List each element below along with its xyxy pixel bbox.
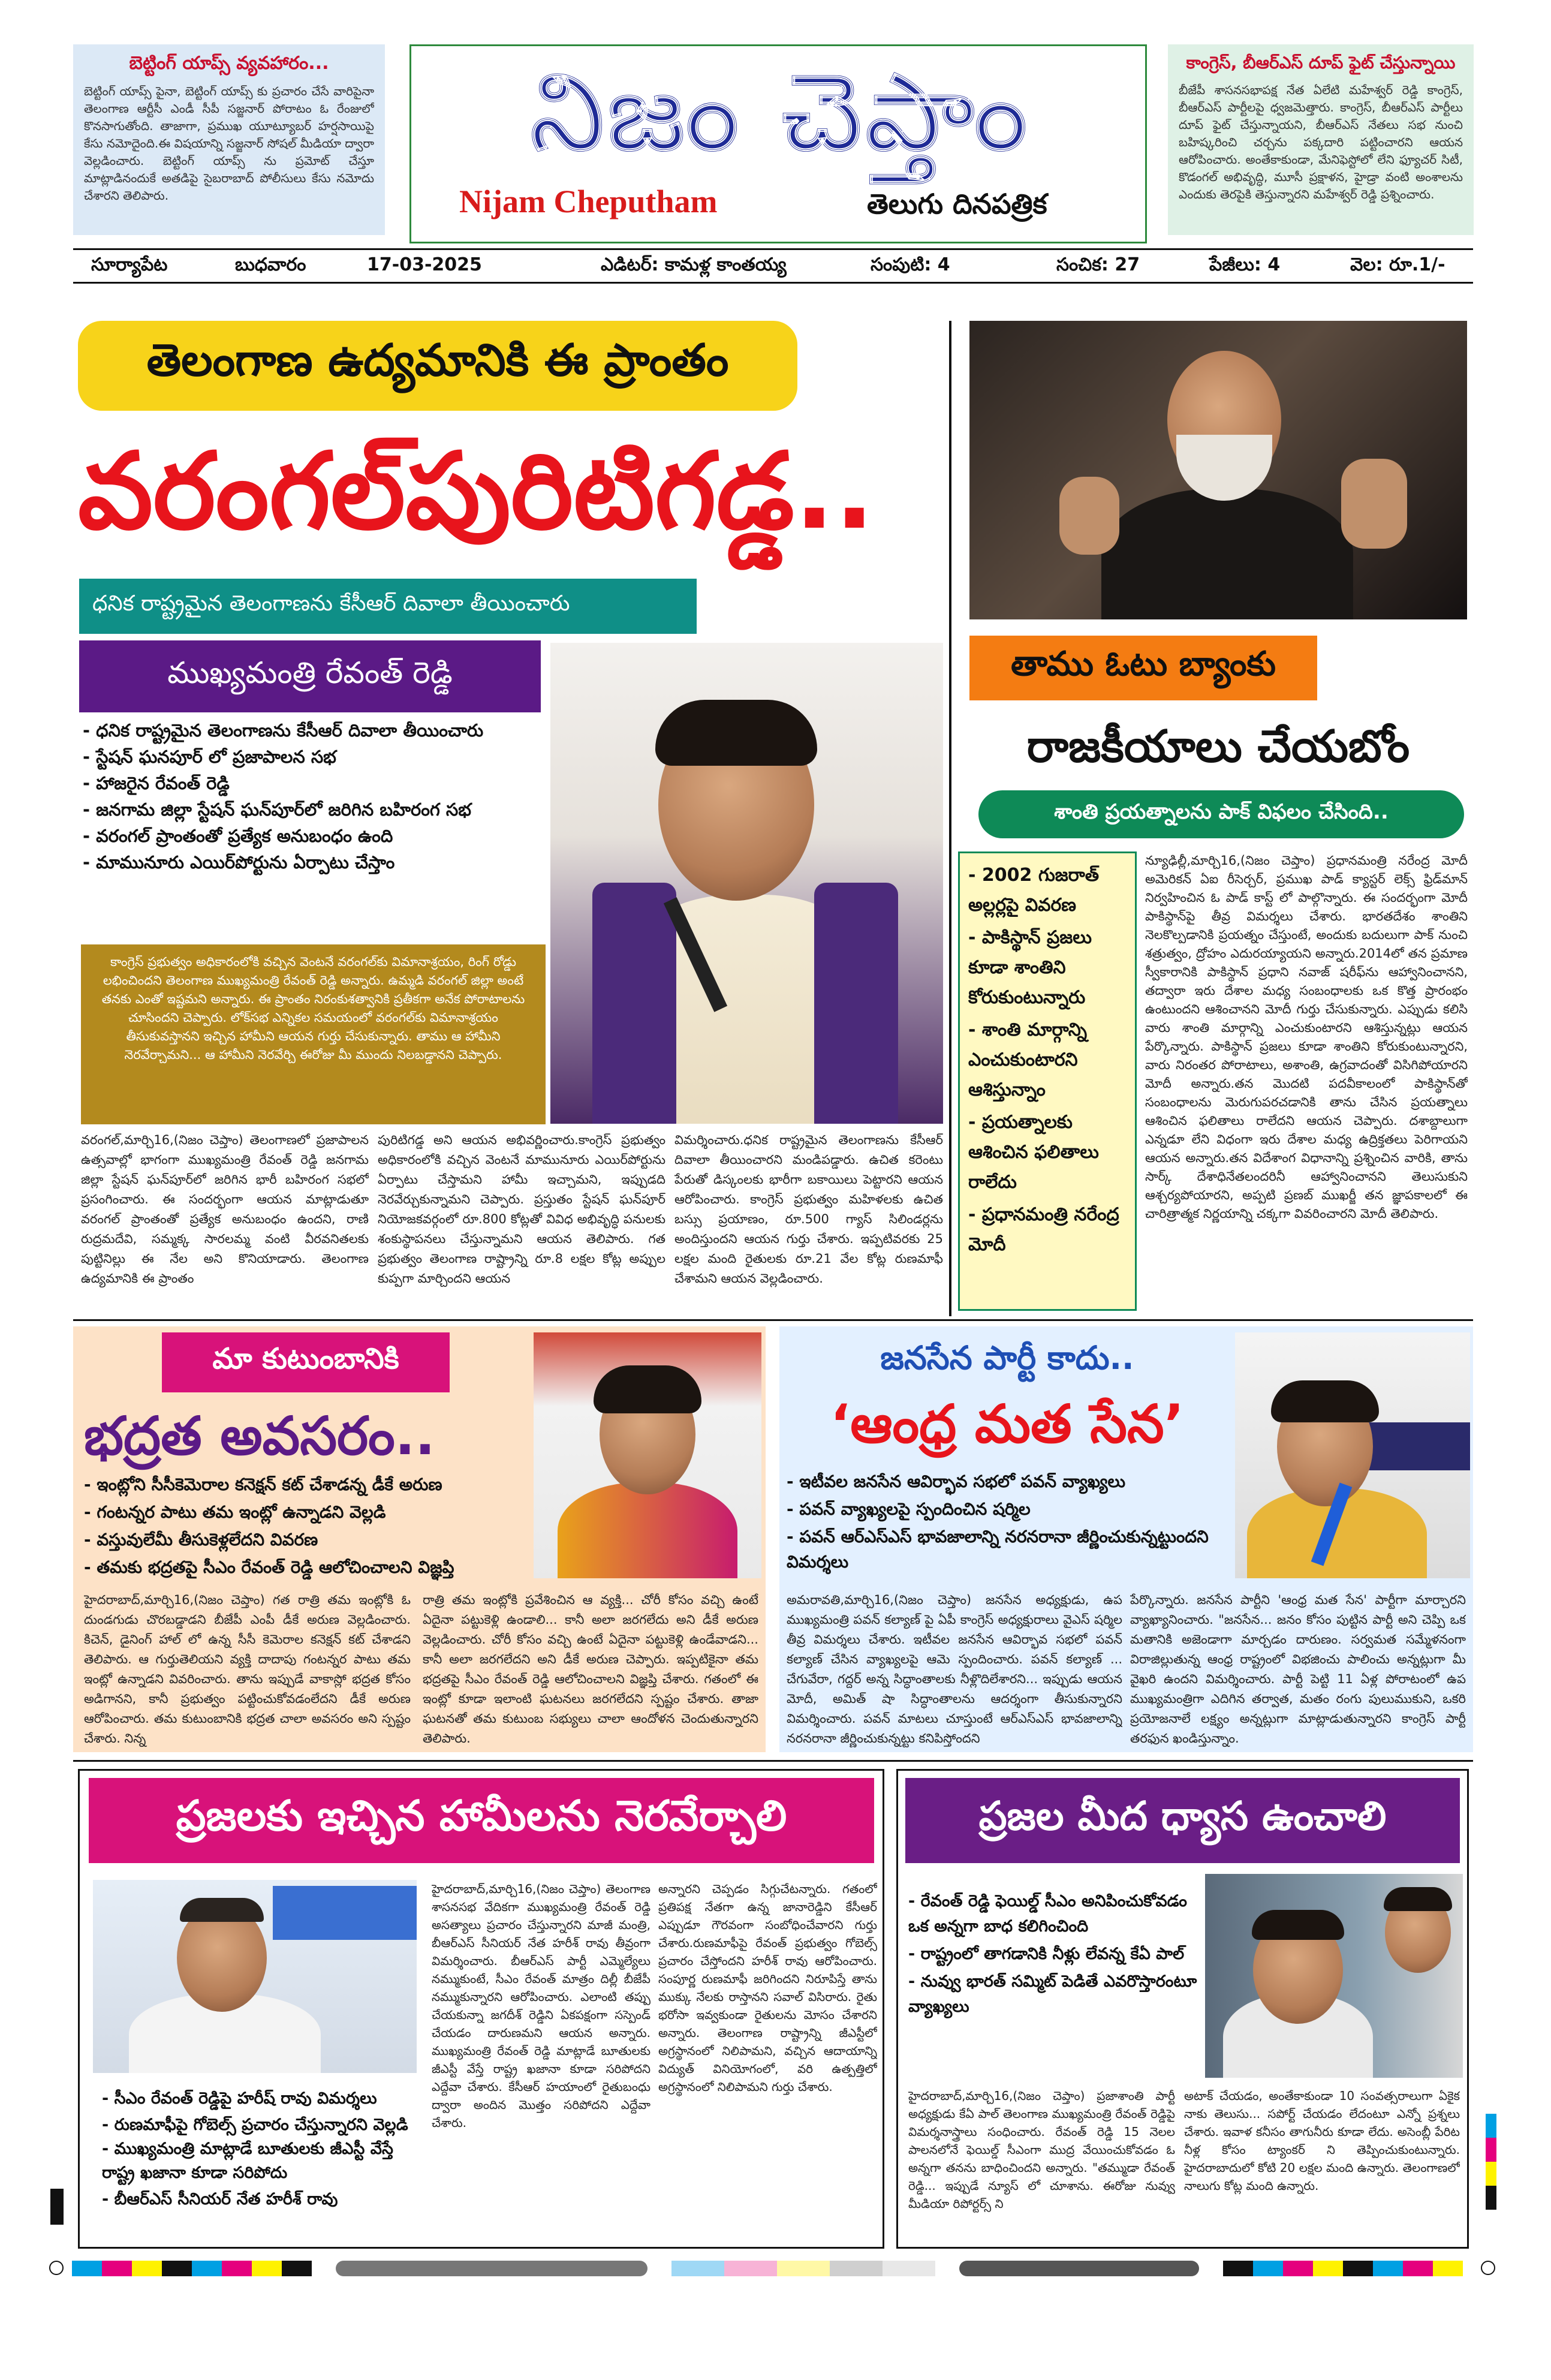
story5-column-1: హైదరాబాద్,మార్చి16,(నిజం చెప్తాం) తెలంగాణ శాసనసభ వేదికగా ముఖ్యమంత్రి రేవంత్ రెడ్డి అసత్యాలు ప్రచారం చేస్తున్నారని మాజీ మంత్రి, బీఆర్ఎస్ సీనియర్ నేత హరీశ్ రావు తీవ్రంగా విమర్శించారు. బీఆర్ఎస్ పార్టీ ఎమ్మెల్యేలు నమ్ముకుంటే, సీఎం రేవంత్ మాత్రం దిల్లీ బీజేపీ నమ్ముకున్నారని ఆరోపించారు. ఎలాంటి తప్పు చేయకున్నా జగదీశ్ రెడ్డిని ఏకపక్షంగా సస్పెండ్ చేయడం దారుణమని ఆయన అన్నారు. ముఖ్యమంత్రి రేవంత్ రెడ్డి మాట్లాడే బూతులకు జీఎస్టీ వేస్తే రాష్ట్ర ఖజానా కూడా సరిపోదని ఎద్దేవా చేశారు. కేసీఆర్ హయాంలో రైతుబంధు ద్వారా అందిన మొత్తం సరిపోదని ఎద్దేవా చేశారు. xyxy=(432,1882,650,2130)
story1-headline: వరంగల్‌పురిటిగడ్డ.. xyxy=(78,430,875,553)
story1-kicker xyxy=(78,321,797,411)
list-item: - పవన్ వ్యాఖ్యలపై స్పందించిన షర్మిల xyxy=(787,1499,1031,1519)
photo-inset-hair xyxy=(1384,1887,1452,1911)
masthead-logo-box xyxy=(409,44,1147,243)
top-right-news-title: కాంగ్రెస్, బీఆర్ఎస్ దూప్ ఫైట్ చేస్తున్నాయి xyxy=(1186,53,1456,73)
masthead-logo-telugu: నిజం చెప్తాం xyxy=(529,50,1031,174)
story2-body: న్యూఢిల్లీ,మార్చి16,(నిజం చెప్తాం) ప్రధానమంత్రి నరేంద్ర మోదీ అమెరికన్ ఏఐ రీసెర్చర్, ప్రముఖ పాడ్ క్యాస్టర్ లెక్స్ ఫ్రిడ్‌మాన్ నిర్వహించిన ఓ పాడ్ కాస్ట్ లో పాల్గొన్నారు. ఈ సందర్భంగా మోదీ పాకిస్థాన్‌పై తీవ్ర విమర్శలు చేశారు. భారతదేశం శాంతిని నెలకొల్పడానికి ప్రయత్నం చేస్తుంటే, అందుకు బదులుగా పాక్ నుంచి శత్రుత్వం, ద్రోహం ఎదురయ్యాయని అన్నారు.2014లో తన ప్రమాణ స్వీకారానికి పాకిస్థాన్ ప్రధాని నవాజ్ షరీఫ్‌ను ఆహ్వానించానని, తద్వారా ఇరు దేశాల మధ్య సంబంధాలకు ఒక కొత్త ప్రారంభం ఉంటుందని ఆశించానని మోదీ గుర్తు చేసుకున్నారు. ఎప్పుడు కలిసి వారు శాంతి మార్గాన్ని ఎంచుకుంటారని ఆశిస్తున్నట్లు ఆయన పేర్కొన్నారు. పాకిస్థాన్ ప్రజలు కూడా శాంతిని కోరుకుంటున్నారని, వారు నిరంతర పోరాటాలు, అశాంతి, ఉగ్రవాదంతో విసిగిపోయారని మోదీ అన్నారు.తన మొదటి పదవీకాలంలో పాకిస్థాన్‌తో సంబంధాలను మెరుగుపరచడానికి తాను చేసిన ప్రయత్నాలు ఆశించిన ఫలితాలు రాలేదని ఆయన చెప్పారు. దశాబ్దాలుగా ఎన్నడూ లేని విధంగా ఇరు దేశాల మధ్య ఉద్రిక్తతలు పెరిగాయని ఆయన అన్నారు.తన విదేశాంగ విధానాన్ని ప్రశ్నించిన వారికి, తాను సార్క్ దేశాధినేతలందరినీ ఆహ్వానించానని తెలుసుకుని ఆశ్చర్యపోయారని, అప్పటి ప్రణబ్ ముఖర్జీ తన జ్ఞాపకాలలో ఈ చారిత్రాత్మక నిర్ణయాన్ని చక్కగా వివరించారని మోదీ తెలిపారు. xyxy=(1145,853,1468,1221)
story3-headline: భద్రత అవసరం.. xyxy=(84,1405,435,1467)
gray-bar-left xyxy=(336,2261,647,2276)
list-item: - ప్రయత్నాలకు ఆశించిన ఫలితాలు రాలేదు xyxy=(968,1112,1099,1193)
top-right-news-box xyxy=(1168,44,1474,235)
top-left-news-box xyxy=(73,44,385,235)
registration-mark-left xyxy=(49,2261,64,2275)
list-item: - ధనిక రాష్ట్రమైన తెలంగాణను కేసీఆర్ దివాలా తీయించారు xyxy=(83,720,484,741)
revanth-reddy-photo xyxy=(550,643,943,1124)
story1-highlight-box xyxy=(81,944,546,1124)
color-bar-left xyxy=(72,2261,312,2276)
story4-column-2: పేర్కొన్నారు. జనసేన పార్టీని 'ఆంధ్ర మత సేన' పార్టీగా మార్చారని వ్యాఖ్యానించారు. "జనసేన... జనం కోసం పుట్టిన పార్టీ అని చెప్పి ఒక మతానికి అజెండాగా మార్చడం దారుణం. సర్వమత సమ్మేళనంగా విరాజిల్లుతున్న ఆంధ్ర రాష్ట్రంలో విభజించు పాలించు అన్నట్లుగా మీ వైఖరి ఉందని విమర్శించారు. పార్టీ పెట్టి 11 ఏళ్ల పోరాటంలో ఉప ముఖ్యమంత్రిగా ఎదిగిన తర్వాత, మతం రంగు పులుముకుని, ఒకరి ప్రయోజనాలే లక్ష్యం అన్నట్లుగా మాట్లాడుతున్నారని కాంగ్రెస్ పార్టీ తరఫున ఖండిస్తున్నాం. xyxy=(1130,1593,1466,1746)
list-item: - గంటన్నర పాటు తమ ఇంట్లో ఉన్నాడని వెల్లడి xyxy=(84,1502,386,1522)
list-item: - ఇటీవల జనసేన ఆవిర్భావ సభలో పవన్ వ్యాఖ్యలు xyxy=(787,1472,1126,1491)
dateline-volume: సంపుటి: 4 xyxy=(871,254,950,275)
story1-byline-text: ముఖ్యమంత్రి రేవంత్ రెడ్డి xyxy=(167,655,453,690)
dk-aruna-photo xyxy=(534,1332,761,1578)
photo-hand-left xyxy=(1059,477,1119,555)
photo-figure-body xyxy=(1101,489,1353,619)
story2-subhead xyxy=(978,790,1464,838)
list-item: - వరంగల్ ప్రాంతంతో ప్రత్యేక అనుబంధం ఉంది xyxy=(83,826,393,846)
story2-bullet-list xyxy=(958,851,1137,1311)
story2-kicker-text: తాము ఓటు బ్యాంకు xyxy=(1010,644,1276,684)
dateline-issue: సంచిక: 27 xyxy=(1056,254,1140,275)
list-item: - హాజరైన రేవంత్ రెడ్డి xyxy=(83,773,230,793)
story1-column-1: వరంగల్,మార్చి16,(నిజం చెప్తాం) తెలంగాణలో ప్రజాపాలన ఉత్సవాల్లో భాగంగా ముఖ్యమంత్రి రేవంత్ రెడ్డి జనగామ జిల్లా స్టేషన్ ఘన్‌పూర్‌లో జరిగిన భారీ బహిరంగ సభలో ప్రసంగించారు. ఈ సందర్భంగా ఆయన మాట్లాడుతూ వరంగల్ ప్రాంతంతో ప్రత్యేక అనుబంధం ఉందని, రాణి రుద్రమదేవి, సమ్మక్క సారలమ్మ వంటి వీరవనితలకు పుట్టినిల్లు ఈ నేల అని కొనియాడారు. తెలంగాణ ఉద్యమానికి ఈ ప్రాంతం xyxy=(81,1133,369,1286)
modi-photo xyxy=(969,321,1467,619)
tint-bar-center xyxy=(671,2261,935,2276)
list-item: - బీఆర్ఎస్ సీనియర్ నేత హరీశ్ రావు xyxy=(102,2190,338,2209)
dateline-bottom-rule xyxy=(73,282,1473,284)
sharmila-photo xyxy=(1235,1332,1470,1578)
story6-column-2: అటాక్ చేయడం, అంతేకాకుండా 10 సంవత్సరాలుగా ఏకైక నాకు తెలుసు... సపోర్ట్ చేయడం లేదంటూ ఎన్నో ప్రశ్నలు చేశారు. ఇవాళ కనీసం తాగునీరు కూడా లేదు. అసెంబ్లీ పేరిట నీళ్ల కోసం ట్యాంకర్ ని తెప్పించుకుంటున్నారు. హైదరాబాదులో కోటి 20 లక్షల మంది ఉన్నారు. తెలంగాణలో నాలుగు కోట్ల మంది ఉన్నారు. xyxy=(1184,2089,1460,2193)
list-item: - రుణమాఫీపై గోబెల్స్ ప్రచారం చేస్తున్నారని వెల్లడి - ముఖ్యమంత్రి మాట్లాడే బూతులకు జీఎస్టీ వేస్తే రాష్ట్ర ఖజానా కూడా సరిపోదు xyxy=(102,2116,408,2182)
color-bar-right xyxy=(1223,2261,1463,2276)
list-item: - శాంతి మార్గాన్ని ఎంచుకుంటారని ఆశిస్తున్నాం xyxy=(968,1019,1087,1100)
story4-bullet-list xyxy=(787,1469,1230,1577)
top-left-news-body: బెట్టింగ్ యాప్స్ పైనా, బెట్టింగ్ యాప్స్ కు ప్రచారం చేసే వారిపైనా తెలంగాణ ఆర్టీసీ ఎండీ సీపీ సజ్జనార్ పోరాటం ఓ రేంజులో కొనసాగుతోంది. తాజాగా, ప్రముఖ యూట్యూబర్ హర్షసాయిపై కేసు నమోదైంది.ఈ విషయాన్ని సజ్జనార్ సోషల్ మీడియా ద్వారా వెల్లడించారు. బెట్టింగ్ యాప్స్ ను ప్రమోట్ చేస్తూ మాట్లాడినందుకే అతడిపై సైబరాబాద్ పోలీసులు కేసు నమోదు చేశారని తెలిపారు. xyxy=(84,84,374,203)
story1-subhead-text: ధనిక రాష్ట్రమైన తెలంగాణను కేసీఆర్ దివాలా తీయించారు xyxy=(92,591,570,616)
dateline-day: బుధవారం xyxy=(235,254,306,275)
story2-headline: రాజకీయాలు చేయబోం xyxy=(1026,721,1410,772)
side-block-left xyxy=(50,2189,64,2225)
dateline-price: వెల: రూ.1/- xyxy=(1350,254,1445,275)
photo-hair xyxy=(180,1898,264,1922)
photo-hair xyxy=(1252,1910,1344,1940)
list-item: - స్టేషన్ ఘనపూర్ లో ప్రజాపాలన సభ xyxy=(83,747,336,767)
masthead-logo-english: Nijam Cheputham xyxy=(459,183,718,219)
story5-headline xyxy=(89,1778,874,1863)
story1-kicker-text: తెలంగాణ ఉద్యమానికి ఈ ప్రాంతం xyxy=(146,335,729,386)
story1-column-3: విమర్శించారు.ధనిక రాష్ట్రమైన తెలంగాణను కేసీఆర్ దివాలా తీయించారని మండిపడ్డారు. ఉచిత కరెంటు పేరుతో డిస్కంలకు భారీగా బకాయిలు పెట్టారని ఆయన ఆరోపించారు. కాంగ్రెస్ ప్రభుత్వం మహిళలకు ఉచిత బస్సు ప్రయాణం, రూ.500 గ్యాస్ సిలిండర్లను అందిస్తుందని ఆయన గుర్తు చేశారు. ఇప్పటివరకు 25 లక్షల మంది రైతులకు రూ.21 వేల కోట్ల రుణమాఫీ చేశామని ఆయన వెల్లడించారు. xyxy=(674,1133,943,1286)
row-divider xyxy=(73,1319,1473,1321)
photo-stole-right xyxy=(814,883,898,1124)
photo-stole xyxy=(592,883,676,1124)
dateline-place: సూర్యాపేట xyxy=(91,254,168,275)
list-item: - సీఎం రేవంత్ రెడ్డిపై హరీష్ రావు విమర్శలు xyxy=(102,2089,377,2108)
photo-hand xyxy=(1341,459,1407,549)
photo-hair xyxy=(594,1365,701,1413)
story1-column-2: పురిటిగడ్డ అని ఆయన అభివర్ణించారు.కాంగ్రెస్ ప్రభుత్వం అధికారంలోకి వచ్చిన వెంటనే మామునూరు ఎయిర్‌పోర్టును ఏర్పాటు చేస్తామని హామీ ఇచ్చామని, ఇప్పుడది నెరవేర్చుకున్నామని చెప్పారు. ప్రస్తుతం స్టేషన్ ఘన్‌పూర్ నియోజకవర్గంలో రూ.800 కోట్లతో వివిధ అభివృద్ధి పనులకు శంకుస్థాపనలు చేస్తున్నామని ఆయన తెలిపారు. గత ప్రభుత్వం తెలంగాణ రాష్ట్రాన్ని రూ.8 లక్షల కోట్ల అప్పుల కుప్పగా మార్చిందని ఆయన xyxy=(378,1133,665,1286)
dateline-top-rule xyxy=(73,248,1473,250)
harish-rao-photo xyxy=(93,1880,417,2073)
photo-hair xyxy=(655,700,817,766)
story4-headline: ‘ఆంధ్ర మత సేన’ xyxy=(830,1393,1185,1455)
dateline-editor: ఎడిటర్: కామళ్ల కాంతయ్య xyxy=(601,254,787,275)
story5-bullet-list xyxy=(102,2087,414,2243)
photo-hair xyxy=(1271,1380,1379,1422)
list-item: - వస్తువులేమీ తీసుకెళ్లలేదని వివరణ xyxy=(84,1530,318,1549)
list-item: - పవన్ ఆర్ఎస్ఎస్ భావజాలాన్ని నరనరానా జీర్ణించుకున్నట్టుందని విమర్శలు xyxy=(787,1527,1209,1572)
photo-figure-body xyxy=(558,1482,737,1578)
story3-column-2: రాత్రి తమ ఇంట్లోకి ప్రవేశించిన ఆ వ్యక్తి... చోరీ కోసం వచ్చి ఉంటే ఏదైనా పట్టుకెళ్లి ఉండాలి... కానీ అలా జరగలేదు అని డీకే అరుణ వెల్లడించారు. చోరీ కోసం వచ్చి ఉంటే ఏదైనా పట్టుకెళ్లి ఉండేవాడని... కానీ అలా జరగలేదని అని డీకే అరుణ చెప్పారు. ఇప్పటికైనా తమ భద్రతపై సీఎం రేవంత్ రెడ్డి ఆలోచించాలని విజ్ఞప్తి చేశారు. గతంలో ఈ ఇంట్లో కూడా ఇలాంటి ఘటనలు జరగలేదని స్పష్టం చేశారు. తాజా ఘటనతో తమ కుటుంబ సభ్యులు చాలా ఆందోళన చెందుతున్నారని తెలిపారు. xyxy=(423,1593,758,1746)
ka-paul-revanth-photo xyxy=(1205,1874,1463,2078)
story1-subhead xyxy=(79,579,697,634)
list-item: - జనగామ జిల్లా స్టేషన్ ఘన్‌పూర్‌లో జరిగిన బహిరంగ సభ xyxy=(83,799,472,820)
story2-subhead-text: శాంతి ప్రయత్నాలను పాక్ విఫలం చేసింది.. xyxy=(1054,800,1389,824)
list-item: - 2002 గుజరాత్ అల్లర్లపై వివరణ xyxy=(968,865,1100,916)
row-divider xyxy=(73,1760,1473,1762)
dateline-pages: పేజీలు: 4 xyxy=(1209,254,1281,275)
list-item: - పాకిస్థాన్ ప్రజలు కూడా శాంతిని కోరుకుంటున్నారు xyxy=(968,927,1092,1008)
story1-bullet-list xyxy=(83,718,550,934)
side-color-bar-right xyxy=(1486,2114,1496,2210)
list-item: - నువ్వు భారత్ సమ్మిట్ పెడితే ఎవరొస్తారంటూ వ్యాఖ్యలు xyxy=(908,1972,1197,2016)
list-item: - ఇంట్లోని సీసీకెమెరాల కనెక్షన్ కట్ చేశాడన్న డీకే అరుణ xyxy=(84,1475,442,1494)
story4-kicker: జనసేన పార్టీ కాదు.. xyxy=(880,1339,1134,1377)
list-item: - ప్రధానమంత్రి నరేంద్ర మోదీ xyxy=(968,1204,1119,1255)
story6-headline-text: ప్రజల మీద ధ్యాస ఉంచాలి xyxy=(978,1792,1387,1839)
story6-headline xyxy=(905,1778,1460,1863)
column-separator xyxy=(949,321,951,1316)
story3-bullet-list xyxy=(84,1472,528,1580)
story1-highlight-text: కాంగ్రెస్ ప్రభుత్వం అధికారంలోకి వచ్చిన వెంటనే వరంగల్‌కు విమానాశ్రయం, రింగ్ రోడ్డు లభించిందని తెలంగాణ ముఖ్యమంత్రి రేవంత్ రెడ్డి అన్నారు. ఉమ్మడి వరంగల్ జిల్లా అంటే తనకు ఎంతో ఇష్టమని అన్నారు. ఈ ప్రాంతం నిరంకుశత్వానికి ప్రతీకగా అనేక పోరాటాలను చూసిందని చెప్పారు. లోక్‌సభ ఎన్నికల సమయంలో వరంగల్‌కు విమానాశ్రయం తీసుకువస్తానని ఇచ్చిన హామీని ఆయన గుర్తు చేసుకున్నారు. తాము ఆ హామీని నెరవేర్చామని... ఆ హామీని నెరవేర్చి ఈరోజు మీ ముందు నిలబడ్డానని చెప్పారు. xyxy=(101,955,525,1062)
top-right-news-body: బీజేపీ శాసనసభాపక్ష నేత ఏలేటి మహేశ్వర్ రెడ్డి కాంగ్రెస్, బీఆర్ఎస్ పార్టీలపై ధ్వజమెత్తారు. కాంగ్రెస్, బీఆర్ఎస్ పార్టీలు దూప్ ఫైట్ చేస్తున్నాయని, బీఆర్ఎస్ నేతలు సభ నుంచి బహిష్కరించి చర్చను పక్కదారి పట్టించారని ఆయన ఆరోపించారు. అంతేకాకుండా, మేనిఫెస్టోలో లేని ఫ్యూచర్ సిటీ, కొడంగల్ అభివృద్ధి, మూసీ ప్రక్షాళన, హైడ్రా వంటి అంశాలను ఎందుకు తెరపైకి తెస్తున్నారని మహేశ్వర్ రెడ్డి ప్రశ్నించారు. xyxy=(1179,83,1463,201)
list-item: - మామునూరు ఎయిర్‌పోర్టును ఏర్పాటు చేస్తాం xyxy=(83,852,395,872)
list-item: - తమకు భద్రతపై సీఎం రేవంత్ రెడ్డి ఆలోచించాలని విజ్ఞప్తి xyxy=(84,1557,454,1577)
list-item: - రాష్ట్రంలో తాగడానికి నీళ్లు లేవన్న కేఏ పాల్ xyxy=(908,1945,1185,1963)
story5-headline-text: ప్రజలకు ఇచ్చిన హామీలను నెరవేర్చాలి xyxy=(176,1791,787,1840)
story3-column-1: హైదరాబాద్,మార్చి16,(నిజం చెప్తాం) గత రాత్రి తమ ఇంట్లోకి ఓ దుండగుడు చొరబడ్డాడని బీజేపీ ఎంపీ డీకే అరుణ వెల్లడించారు. కిచెన్, డైనింగ్ హాల్ లో ఉన్న సీసీ కెమెరాల కనెక్షన్ కట్ చేశాడని తెలిపారు. ఆ గుర్తుతెలియని వ్యక్తి దాదాపు గంటన్నర పాటు తమ ఇంట్లో ఉన్నాడని వివరించారు. తాను ఇప్పుడే వాకాస్లో భద్రత కోసం అడిగానని, కానీ ప్రభుత్వం పట్టించుకోవడంలేదని డీకే అరుణ ఆరోపించారు. తమ కుటుంబానికి భద్రత చాలా అవసరం అని స్పష్టం చేశారు. నిన్న xyxy=(84,1593,411,1746)
dateline-date: 17-03-2025 xyxy=(367,254,482,275)
story4-column-1: అమరావతి,మార్చి16,(నిజం చెప్తాం) జనసేన అధ్యక్షుడు, ఉప ముఖ్యమంత్రి పవన్ కల్యాణ్ పై ఏపీ కాంగ్రెస్ అధ్యక్షురాలు వైఎస్ షర్మిల తీవ్ర విమర్శలు చేశారు. ఇటీవల జనసేన ఆవిర్భావ సభలో పవన్ కల్యాణ్ చేసిన వ్యాఖ్యలపై ఆమె స్పందించారు. పవన్ కల్యాణ్ ... చేగువేరా, గద్దర్ అన్న సిద్ధాంతాలకు నీళ్లొదిలేశారని... ఇప్పుడు ఆయన మోదీ, అమిత్ షా సిద్ధాంతాలను ఆదర్శంగా తీసుకున్నారని విమర్శించారు. పవన్ మాటలు చూస్తుంటే ఆర్ఎస్ఎస్ భావజాలాన్ని నరనరానా జీర్ణించుకున్నట్టు కనిపిస్తోందని xyxy=(787,1593,1122,1746)
story6-bullet-list xyxy=(908,1889,1202,2069)
story3-kicker-text: మా కుటుంబానికి xyxy=(212,1342,399,1376)
story3-kicker xyxy=(162,1332,450,1392)
story2-kicker xyxy=(969,636,1317,700)
story1-byline-label xyxy=(79,640,541,712)
dateline xyxy=(73,252,1473,279)
list-item: - రేవంత్ రెడ్డి ఫెయిల్డ్ సీఎం అనిపించుకోవడం ఒక అన్నగా బాధ కలిగించింది xyxy=(908,1892,1187,1936)
top-left-news-title: బెట్టింగ్ యాప్స్ వ్యవహారం... xyxy=(129,53,329,74)
masthead-tagline: తెలుగు దినపత్రిక xyxy=(867,188,1047,220)
story6-column-1: హైదరాబాద్,మార్చి16,(నిజం చెప్తాం) ప్రజాశాంతి పార్టీ అధ్యక్షుడు కేఏ పాల్ తెలంగాణ ముఖ్యమంత్రి రేవంత్ రెడ్డిపై విమర్శనాస్త్రాలు సంధించారు. రేవంత్ రెడ్డి 15 నెలల పాలనలోనే ఫెయిల్డ్ సీఎంగా ముద్ర వేయించుకోవడం ఓ అన్నగా తనను బాధించిందని అన్నారు. "తమ్ముడా రేవంత్ రెడ్డి... ఇప్పుడే న్యూస్ లో చూశాను. ఈరోజు నువ్వు మీడియా రిపోర్టర్స్ ని xyxy=(908,2089,1175,2211)
story5-column-2: అన్నారని చెప్పడం సిగ్గుచేటన్నారు. గతంలో ప్రతిపక్ష నేతగా ఉన్న జానారెడ్డిని కేసీఆర్ ఎప్పుడూ గౌరవంగా సంబోధించేవారని గుర్తు చేశారు.రుణమాఫీపై రేవంత్ ప్రభుత్వం గోబెల్స్ ప్రచారం చేస్తోందని హరీశ్ రావు ఆరోపించారు. సంపూర్ణ రుణమాఫీ జరిగిందని నిరూపిస్తే తాను ముక్కు నేలకు రాస్తానని సవాల్ విసిరారు. రైతు భరోసా ఇవ్వకుండా రైతులను మోసం చేశారని అన్నారు. తెలంగాణ రాష్ట్రాన్ని జీఎస్టీలో అగ్రస్థానంలో నిలిపామని, వచ్చిన ఆదాయాన్ని విద్యుత్ వినియోగంలో, వరి ఉత్పత్తిలో అగ్రస్థానంలో నిలిపామని గుర్తు చేశారు. xyxy=(658,1882,877,2094)
registration-mark-right xyxy=(1481,2261,1495,2275)
gray-bar-right xyxy=(959,2261,1199,2276)
photo-backdrop-banner xyxy=(273,1886,417,1940)
